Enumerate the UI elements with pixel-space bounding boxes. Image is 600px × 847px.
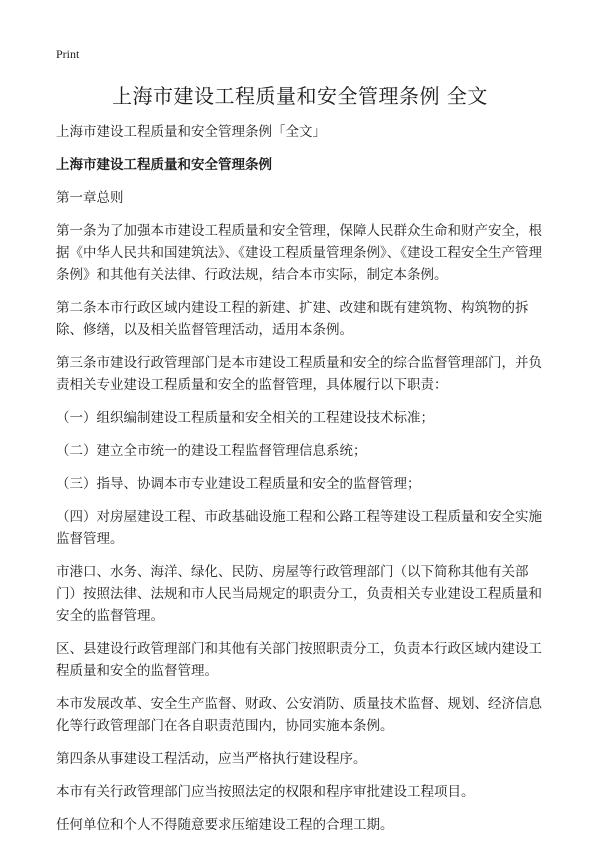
- section-heading: 上海市建设工程质量和安全管理条例: [56, 157, 272, 173]
- paragraph: 本市发展改革、安全生产监督、财政、公安消防、质量技术监督、规划、经济信息化等行政管理部门在各自职责范围内，协同实施本条例。: [56, 696, 542, 734]
- paragraph: 本市有关行政管理部门应当按照法定的权限和程序审批建设工程项目。: [56, 784, 475, 800]
- paragraph: （二）建立全市统一的建设工程监督管理信息系统；: [56, 443, 367, 459]
- paragraph: 区、县建设行政管理部门和其他有关部门按照职责分工，负责本行政区域内建设工程质量和安全的监督管理。: [56, 641, 542, 679]
- paragraph: 第三条市建设行政管理部门是本市建设工程质量和安全的综合监督管理部门，并负责相关专业建设工程质量和安全的监督管理，具体履行以下职责：: [56, 355, 542, 393]
- paragraph: 第一条为了加强本市建设工程质量和安全管理，保障人民群众生命和财产安全，根据《中华人民共和国建筑法》、《建设工程质量管理条例》、《建设工程安全生产管理条例》和其他有关法律、行政法规，结合本市实际，制定本条例。: [56, 223, 542, 283]
- paragraph: 第二条本市行政区域内建设工程的新建、扩建、改建和既有建筑物、构筑物的拆除、修缮，以及相关监督管理活动，适用本条例。: [56, 300, 529, 338]
- print-link[interactable]: Print: [56, 47, 80, 61]
- paragraph: （一）组织编制建设工程质量和安全相关的工程建设技术标准；: [56, 410, 434, 426]
- chapter-heading: 第一章总则: [56, 190, 124, 206]
- paragraph: 第四条从事建设工程活动，应当严格执行建设程序。: [56, 751, 367, 767]
- paragraph: （四）对房屋建设工程、市政基础设施工程和公路工程等建设工程质量和安全实施监督管理。: [56, 509, 542, 547]
- paragraph: （三）指导、协调本市专业建设工程质量和安全的监督管理；: [56, 476, 421, 492]
- page-title: 上海市建设工程质量和安全管理条例 全文: [112, 84, 488, 108]
- document-subtitle: 上海市建设工程质量和安全管理条例「全文」: [56, 124, 326, 140]
- paragraph: 任何单位和个人不得随意要求压缩建设工程的合理工期。: [56, 817, 394, 833]
- paragraph: 市港口、水务、海洋、绿化、民防、房屋等行政管理部门（以下简称其他有关部门）按照法律、法规和市人民当局规定的职责分工，负责相关专业建设工程质量和安全的监督管理。: [56, 564, 542, 624]
- document-body: [56, 121, 544, 847]
